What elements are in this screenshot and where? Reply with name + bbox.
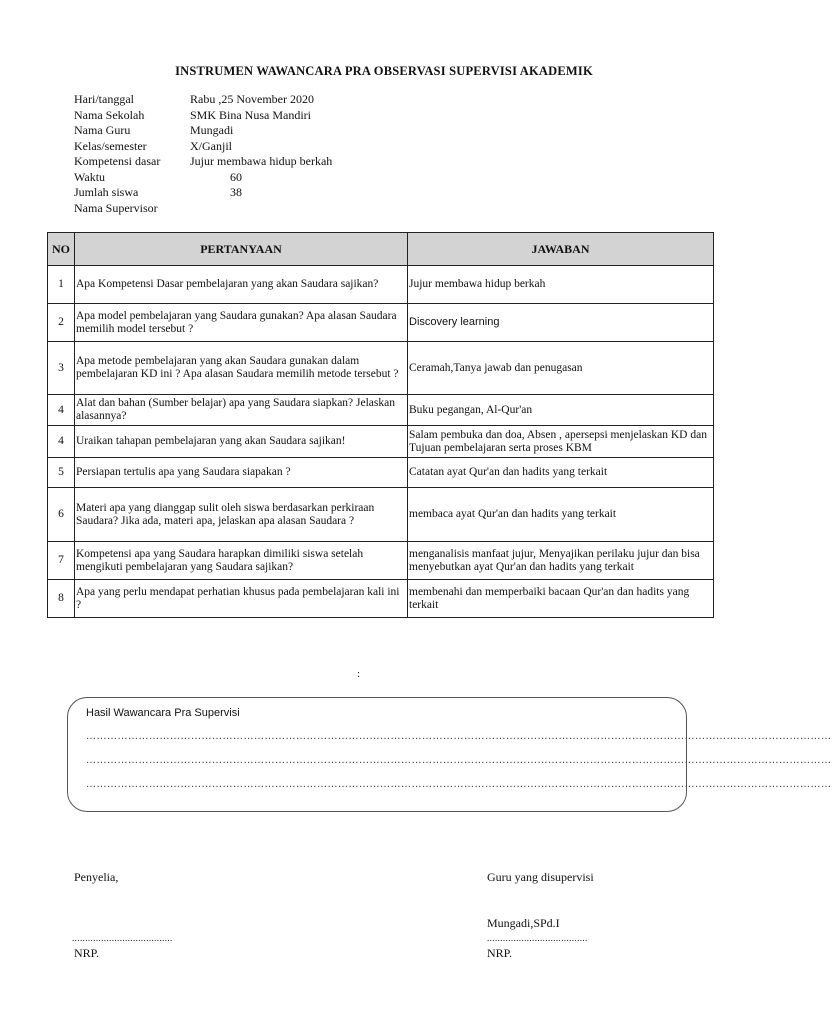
table-row: [48, 488, 714, 542]
row-question: Uraikan tahapan pembelajaran yang akan Saudara sajikan!: [75, 426, 408, 458]
row-number: 4: [48, 395, 75, 426]
info-label: Kompetensi dasar: [74, 154, 161, 168]
info-row-supervisor: [74, 201, 332, 217]
info-label: Jumlah siswa: [74, 185, 139, 199]
teacher-signature-line: ......................................: [487, 933, 588, 943]
row-question: Apa Kompetensi Dasar pembelajaran yang akan Saudara sajikan?: [75, 266, 408, 304]
header-question: PERTANYAAN: [75, 233, 408, 266]
info-block: [74, 92, 332, 216]
table-row: [48, 342, 714, 395]
info-value: SMK Bina Nusa Mandiri: [190, 107, 311, 122]
info-value: Mungadi: [190, 123, 234, 137]
row-answer: menganalisis manfaat jujur, Menyajikan perilaku jujur dan bisa menyebutkan ayat Qur'an dan hadits yang terkait: [408, 542, 714, 580]
teacher-nrp: NRP.: [487, 946, 513, 960]
info-label: Nama Guru: [74, 123, 131, 137]
interview-table: [47, 232, 714, 618]
info-value: 38: [230, 185, 242, 199]
info-value: 60: [230, 169, 242, 184]
document-title: INSTRUMEN WAWANCARA PRA OBSERVASI SUPERVISI AKADEMIK: [175, 64, 593, 78]
supervisor-title: Penyelia,: [74, 870, 119, 884]
table-row: [48, 426, 714, 458]
result-heading: Hasil Wawancara Pra Supervisi: [86, 707, 240, 719]
info-row-date: [74, 92, 332, 108]
row-number: 1: [48, 266, 75, 304]
info-label: Nama Sekolah: [74, 107, 145, 122]
row-question: Materi apa yang dianggap sulit oleh siswa berdasarkan perkiraan Saudara? Jika ada, materi apa, jelaskan apa alasan Saudara ?: [75, 488, 408, 542]
result-dotted-line: ……………………………………………………………………………………………………………………………………………………………………………………………: [86, 755, 832, 766]
row-answer: Ceramah,Tanya jawab dan penugasan: [408, 342, 714, 395]
info-label: Waktu: [74, 169, 106, 184]
info-row-students: [74, 185, 332, 201]
row-answer: Buku pegangan, Al-Qur'an: [408, 395, 714, 426]
teacher-name: Mungadi,SPd.I: [487, 916, 560, 930]
info-label: Nama Supervisor: [74, 200, 158, 215]
row-number: 8: [48, 580, 75, 618]
info-value: Rabu ,25 November 2020: [190, 92, 314, 106]
row-question: Apa metode pembelajaran yang akan Saudara gunakan dalam pembelajaran KD ini ? Apa alasan Saudara memilih metode tersebut ?: [75, 342, 408, 395]
row-number: 2: [48, 304, 75, 342]
table-row: [48, 304, 714, 342]
table-row: [48, 395, 714, 426]
info-row-time: [74, 170, 332, 186]
table-row: [48, 580, 714, 618]
row-answer: Catatan ayat Qur'an dan hadits yang terkait: [408, 458, 714, 488]
info-row-competence: [74, 154, 332, 170]
row-answer: Discovery learning: [408, 304, 714, 342]
supervisor-nrp: NRP.: [74, 946, 100, 960]
result-dotted-line: ……………………………………………………………………………………………………………………………………………………………………………………………: [86, 731, 832, 742]
row-number: 5: [48, 458, 75, 488]
table-header-row: [48, 233, 714, 266]
result-dotted-line: ……………………………………………………………………………………………………………………………………………………………………………………………: [86, 779, 832, 790]
info-row-teacher: [74, 123, 332, 139]
info-row-class: [74, 139, 332, 155]
row-answer: membaca ayat Qur'an dan hadits yang terkait: [408, 488, 714, 542]
header-no: NO: [48, 233, 75, 266]
info-label: Hari/tanggal: [74, 92, 134, 106]
teacher-title: Guru yang disupervisi: [487, 870, 594, 884]
info-row-school: [74, 108, 332, 124]
row-question: Apa yang perlu mendapat perhatian khusus pada pembelajaran kali ini ?: [75, 580, 408, 618]
row-answer: membenahi dan memperbaiki bacaan Qur'an dan hadits yang terkait: [408, 580, 714, 618]
row-answer: Jujur membawa hidup berkah: [408, 266, 714, 304]
supervisor-signature-line: ......................................: [72, 933, 173, 943]
info-value: X/Ganjil: [190, 138, 232, 153]
interview-result-box: [67, 697, 832, 812]
table-row: [48, 266, 714, 304]
row-number: 6: [48, 488, 75, 542]
row-number: 7: [48, 542, 75, 580]
row-number: 3: [48, 342, 75, 395]
table-row: [48, 458, 714, 488]
separator-colon: :: [357, 668, 361, 680]
row-number: 4: [48, 426, 75, 458]
table-row: [48, 542, 714, 580]
row-question: Kompetensi apa yang Saudara harapkan dimiliki siswa setelah mengikuti pembelajaran yang Saudara sajikan?: [75, 542, 408, 580]
row-question: Persiapan tertulis apa yang Saudara siapakan ?: [75, 458, 408, 488]
header-answer: JAWABAN: [408, 233, 714, 266]
row-question: Alat dan bahan (Sumber belajar) apa yang Saudara siapkan? Jelaskan alasannya?: [75, 395, 408, 426]
info-label: Kelas/semester: [74, 138, 147, 153]
row-question: Apa model pembelajaran yang Saudara gunakan? Apa alasan Saudara memilih model tersebut ?: [75, 304, 408, 342]
info-value: Jujur membawa hidup berkah: [190, 154, 333, 168]
row-answer: Salam pembuka dan doa, Absen , apersepsi menjelaskan KD dan Tujuan pembelajaran serta proses KBM: [408, 426, 714, 458]
